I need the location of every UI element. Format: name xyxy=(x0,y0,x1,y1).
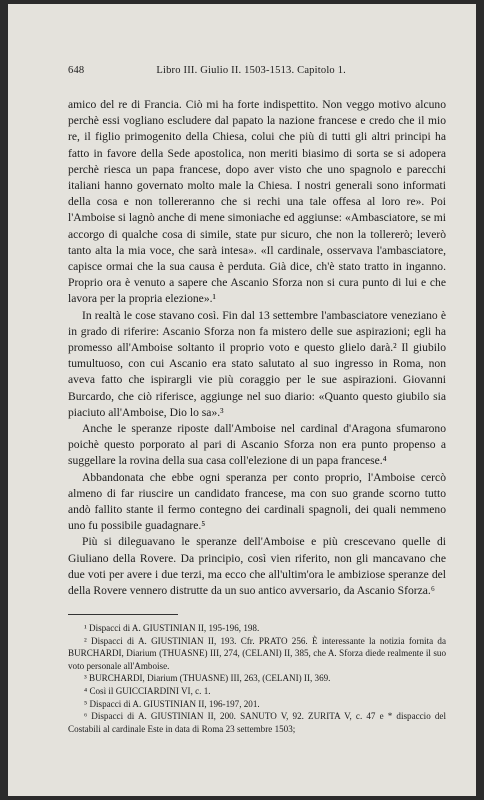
footnote: ⁶ Dispacci di A. GIUSTINIAN II, 200. SANUTO V, 92. ZURITA V, c. 47 e * dispaccio del Costabili al cardinale Este in data di Roma 23 settembre 1503; xyxy=(68,711,446,734)
footnote: ² Dispacci di A. GIUSTINIAN II, 193. Cfr. PRATO 256. È interessante la notizia fornita da BURCHARDI, Diarium (THUASNE) III, 274, (CELANI) II, 385, che A. Sforza diede realmente il suo voto personale all'Amboise. xyxy=(68,635,446,671)
paragraph: Abbandonata che ebbe ogni speranza per conto proprio, l'Amboise cercò almeno di far riuscire un candidato francese, ma con suo grande scorno tutto andò fallito stante il fermo contegno dei cardinali spagnoli, dei quali nemmeno uno fu possibile guadagnare.⁵ xyxy=(68,470,446,533)
running-header xyxy=(68,65,438,76)
footnotes xyxy=(68,622,446,735)
paragraph: Anche le speranze riposte dall'Amboise nel cardinal d'Aragona sfumarono poichè questo porporato al pari di Ascanio Sforza non era punto propenso a suggellare la rovina della sua casa coll'elezione di un papa francese.⁴ xyxy=(68,422,446,468)
paragraph: In realtà le cose stavano così. Fin dal 13 settembre l'ambasciatore veneziano è in grado di riferire: Ascanio Sforza non fa mistero delle sue aspirazioni; egli ha promesso all'Amboise soltanto il proprio voto e questo glielo darà.² Il giubilo tumultuoso, con cui Ascanio era stato salutato al suo ingresso in Roma, non aveva fatto che ispirargli vie più coraggio per le sue aspirazioni. Giovanni Burcardo, che ciò riferisce, aggiunge nel suo diario: «Quanto questo giubilo sia piaciuto all'Amboise, Dio lo sa».³ xyxy=(68,308,446,419)
footnote: ³ BURCHARDI, Diarium (THUASNE) III, 263, (CELANI) II, 369. xyxy=(84,673,331,684)
paragraph: amico del re di Francia. Ciò mi ha forte indispettito. Non veggo motivo alcuno perchè essi vogliano escludere dal papato la nazione francese e credo che il mio re, il figlio primogenito della Chiesa, colui che più di tutti gli altri principi ha fatto in favore della Sede apostolica, non meriti biasimo di sorta se si adopera perchè riesca un papa francese, dopo aver visto che uno spagnolo e parecchi italiani hanno governato molto male la Chiesa. I nostri generali sono informati della cosa e non tollereranno che si rechi una tale offesa al loro re». Poi l'Amboise si lagnò anche di mene simoniache ed aggiunse: «Ambasciatore, se mi accorgo di qualche cosa di simile, state pur sicuro, che non la tollererò; leverò tanto alta la mia voce, che sarà intesa». «Il cardinale, osservava l'ambasciatore, capisce ormai che la sua causa è perduta. Già dice, ch'è stato tratto in inganno. Proprio ora è venuto a sapere che Ascanio Sforza non si cura punto di lui e che lavora per la propria elezione».¹ xyxy=(68,98,446,306)
footnote: ⁵ Dispacci di A. GIUSTINIAN II, 196-197, 201. xyxy=(84,698,260,709)
footnote: ⁴ Così il GUICCIARDINI VI, c. 1. xyxy=(84,685,211,696)
running-title: Libro III. Giulio II. 1503-1513. Capitolo 1. xyxy=(156,65,346,76)
footnote: ¹ Dispacci di A. GIUSTINIAN II, 195-196, 198. xyxy=(84,623,260,633)
main-text xyxy=(68,97,446,599)
book-page xyxy=(8,4,476,796)
page-number: 648 xyxy=(68,65,85,76)
paragraph: Più si dileguavano le speranze dell'Amboise e più crescevano quelle di Giuliano della Rovere. Da principio, così vien riferito, non gli mancavano che due voti per avere i due terzi, ma ecco che all'ultim'ora le ambiziose speranze del della Rovere vennero distrutte da un suo antico avversario, da Ascanio Sforza.⁶ xyxy=(68,535,446,598)
footnote-divider xyxy=(68,614,178,615)
